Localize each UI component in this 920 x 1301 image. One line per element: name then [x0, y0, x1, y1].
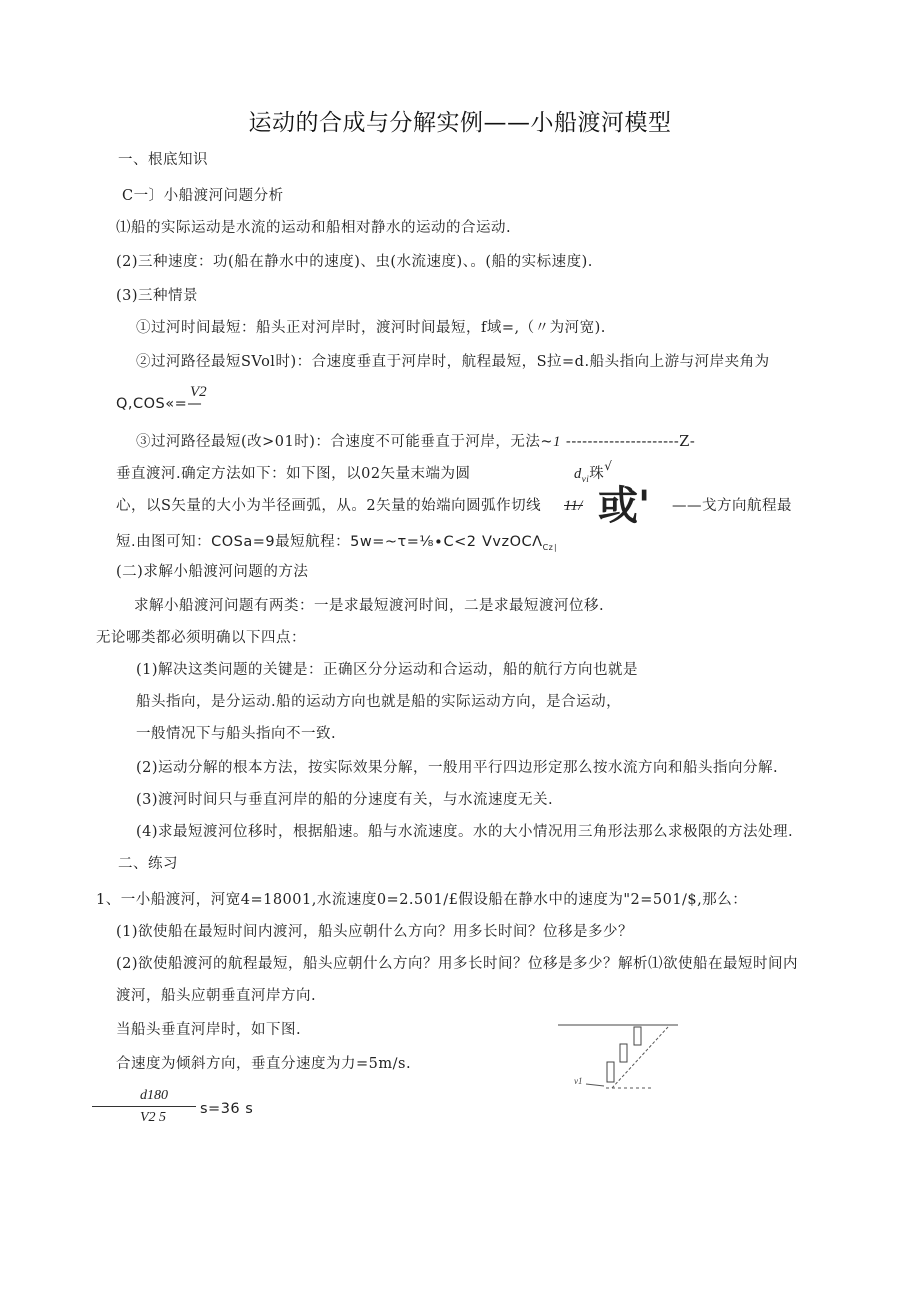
- case-3-line-c: 心，以S矢量的大小为半径画弧，从。2矢量的始端向圆弧作切线: [116, 498, 542, 514]
- question-1: 1、一小船渡河，河宽4=18001,水流速度0=2.501∕£假设船在静水中的速度为"2=501∕$,那么：: [96, 892, 748, 908]
- d-subscript: vi: [581, 473, 590, 484]
- key-point-3: (3)渡河时间只与垂直河岸的船的分速度有关，与水流速度无关.: [136, 792, 554, 808]
- case-3-text: ③过河路径最短(改>01时)：合速度不可能垂直于河岸，无法~: [136, 434, 554, 450]
- case-3-line-b: 垂直渡河.确定方法如下：如下图，以02矢量末端为圆: [116, 466, 471, 482]
- section-heading-basics: 一、根底知识: [118, 152, 208, 168]
- solution-line-2: 合速度为倾斜方向，垂直分速度为力=5m∕s.: [116, 1056, 412, 1072]
- river-crossing-figure: [556, 1018, 680, 1094]
- page-title: 运动的合成与分解实例——小船渡河模型: [248, 110, 672, 136]
- question-1-part-1: (1)欲使船在最短时间内渡河，船头应朝什么方向？用多长时间？位移是多少？: [116, 924, 634, 940]
- case-2-formula-fraction: V2: [190, 384, 207, 400]
- paragraph-2: (2)三种速度：功(船在静水中的速度)、虫(水流速度)、。(船的实标速度).: [116, 254, 593, 270]
- fraction-result: s=36 s: [200, 1101, 254, 1117]
- solution-line-1: 当船头垂直河岸时，如下图.: [116, 1022, 302, 1038]
- methods-paragraph-1: 求解小船渡河问题有两类：一是求最短渡河时间，二是求最短渡河位移.: [134, 598, 605, 614]
- paragraph-1: ⑴船的实际运动是水流的运动和船相对静水的运动的合运动.: [116, 220, 512, 236]
- question-1-part-2: (2)欲使船渡河的航程最短，船头应朝什么方向？用多长时间？位移是多少？解析⑴欲使船在最短时间内: [116, 956, 799, 972]
- methods-paragraph-2: 无论哪类都必须明确以下四点：: [96, 630, 306, 646]
- case-3-line-c-mid: 11/: [564, 498, 583, 514]
- subsection-heading-methods: (二)求解小船渡河问题的方法: [116, 564, 309, 580]
- d-symbol: d: [574, 466, 582, 482]
- zhu-char: 珠: [589, 466, 605, 482]
- velocity-arrow: [586, 1084, 604, 1086]
- case-3: [136, 432, 695, 452]
- case-3-number: 1: [553, 434, 561, 450]
- case-2-formula-text: Q,COS«=—: [116, 396, 203, 412]
- key-point-1a: (1)解决这类问题的关键是：正确区分分运动和合运动，船的航行方向也就是: [136, 662, 639, 678]
- case-3-dashes: ---------------------Z-: [560, 434, 696, 450]
- case-2: ②过河路径最短SVol时)：合速度垂直于河岸时，航程最短，S拉=d.船头指向上游与河岸夹角为: [136, 354, 770, 370]
- case-3-line-d: 短.由图可知：COSa=9最短航程：5w=~τ=⅛∙C<2: [116, 534, 477, 550]
- case-3-line-d-right: [482, 532, 558, 558]
- boat-1: [607, 1062, 614, 1082]
- check-mark-icon: √: [604, 459, 613, 473]
- formula-subscript: Cz∣: [542, 542, 558, 552]
- fraction-denominator: V2 5: [140, 1110, 167, 1125]
- key-point-4: (4)求最短渡河位移时，根据船速。船与水流速度。水的大小情况用三角形法那么求极限的方法处理.: [136, 824, 794, 840]
- case-1: ①过河时间最短：船头正对河岸时，渡河时间最短，f域=,（〃为河宽).: [136, 320, 606, 336]
- section-heading-exercises: 二、练习: [118, 856, 178, 872]
- scanned-glyph: 或': [598, 483, 651, 529]
- formula-text: VvzOCΛ: [482, 534, 543, 550]
- question-1-part-2-cont: 渡河，船头应朝垂直河岸方向.: [116, 988, 317, 1004]
- fraction-bar: [92, 1106, 196, 1107]
- boat-3: [634, 1027, 641, 1045]
- boat-2: [620, 1044, 627, 1062]
- figure-label-v1: v1: [574, 1076, 583, 1086]
- fraction-numerator: d180: [140, 1088, 168, 1103]
- key-point-1c: 一般情况下与船头指向不一致.: [136, 726, 337, 742]
- key-point-1b: 船头指向，是分运动.船的运动方向也就是船的实际运动方向，是合运动，: [136, 694, 622, 710]
- case-3-line-c-right: ——戈方向航程最: [672, 498, 792, 514]
- key-point-2: (2)运动分解的根本方法，按实际效果分解，一般用平行四边形定那么按水流方向和船头指向分解.: [136, 760, 779, 776]
- subsection-heading-analysis: C一〕小船渡河问题分析: [122, 188, 284, 204]
- paragraph-3: (3)三种情景: [116, 288, 199, 304]
